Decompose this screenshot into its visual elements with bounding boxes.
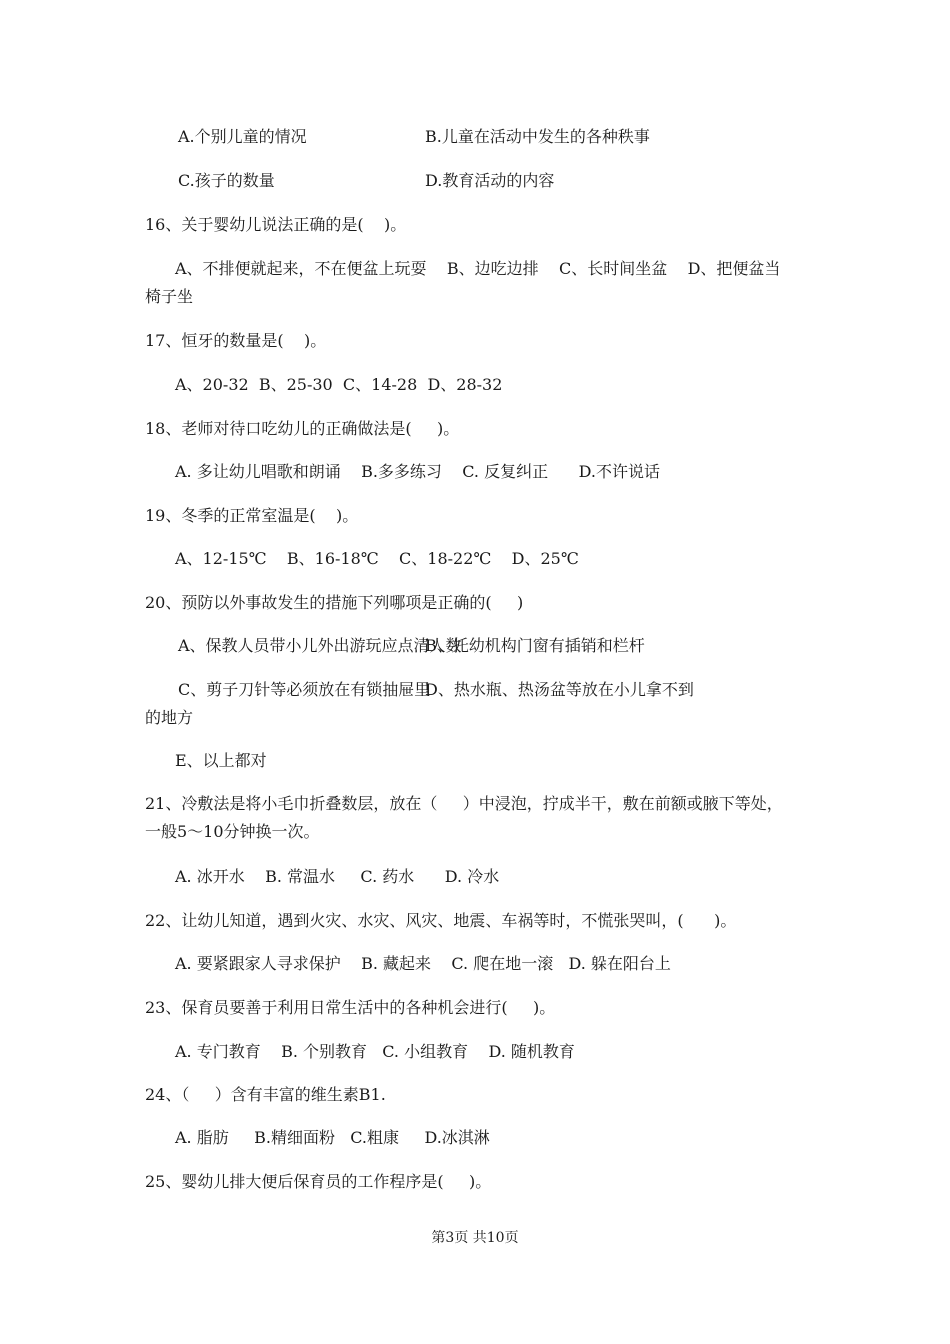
options-line: A. 脂肪 B.精细面粉 C.粗康 D.冰淇淋	[175, 1128, 490, 1147]
options-line: A、12-15℃ B、16-18℃ C、18-22℃ D、25℃	[175, 549, 579, 568]
question-text: 16、关于婴幼儿说法正确的是( )。	[145, 215, 407, 234]
question-text: 25、婴幼儿排大便后保育员的工作程序是( )。	[145, 1172, 492, 1191]
options-line: E、以上都对	[175, 751, 267, 770]
options-line: A. 专门教育 B. 个别教育 C. 小组教育 D. 随机教育	[175, 1042, 575, 1061]
options-line: A、不排便就起来，不在便盆上玩耍 B、边吃边排 C、长时间坐盆 D、把便盆当	[175, 259, 781, 278]
option-item: D、热水瓶、热汤盆等放在小儿拿不到	[425, 680, 694, 699]
option-item: C、剪子刀针等必须放在有锁抽屉里	[178, 680, 431, 699]
question-text: 23、保育员要善于利用日常生活中的各种机会进行( )。	[145, 998, 556, 1017]
question-text: 20、预防以外事故发生的措施下列哪项是正确的( )	[145, 593, 524, 612]
question-text: 19、冬季的正常室温是( )。	[145, 506, 359, 525]
continuation-line: 的地方	[145, 708, 194, 727]
continuation-line: 一般5～10分钟换一次。	[145, 822, 320, 841]
option-item: A、保教人员带小儿外出游玩应点清人数	[178, 636, 462, 655]
question-text: 17、恒牙的数量是( )。	[145, 331, 327, 350]
continuation-line: 椅子坐	[145, 287, 194, 306]
question-text: 21、冷敷法是将小毛巾折叠数层，放在（ ）中浸泡，拧成半干，敷在前额或腋下等处，	[145, 794, 783, 813]
option-item: C.孩子的数量	[178, 171, 275, 190]
options-line: A. 多让幼儿唱歌和朗诵 B.多多练习 C. 反复纠正 D.不许说话	[175, 462, 660, 481]
option-item: A.个别儿童的情况	[178, 127, 307, 146]
options-line: A. 冰开水 B. 常温水 C. 药水 D. 冷水	[175, 867, 500, 886]
question-text: 24、（ ）含有丰富的维生素B1.	[145, 1085, 386, 1104]
question-text: 18、老师对待口吃幼儿的正确做法是( )。	[145, 419, 460, 438]
options-line: A、20-32 B、25-30 C、14-28 D、28-32	[175, 375, 503, 394]
page-footer: 第3页 共10页	[431, 1230, 519, 1246]
option-item: B.儿童在活动中发生的各种秩事	[425, 127, 650, 146]
question-text: 22、让幼儿知道，遇到火灾、水灾、风灾、地震、车祸等时，不慌张哭叫，( )。	[145, 911, 737, 930]
option-item: D.教育活动的内容	[425, 171, 555, 190]
option-item: B、托幼机构门窗有插销和栏杆	[425, 636, 645, 655]
options-line: A. 要紧跟家人寻求保护 B. 藏起来 C. 爬在地一滚 D. 躲在阳台上	[175, 954, 671, 973]
